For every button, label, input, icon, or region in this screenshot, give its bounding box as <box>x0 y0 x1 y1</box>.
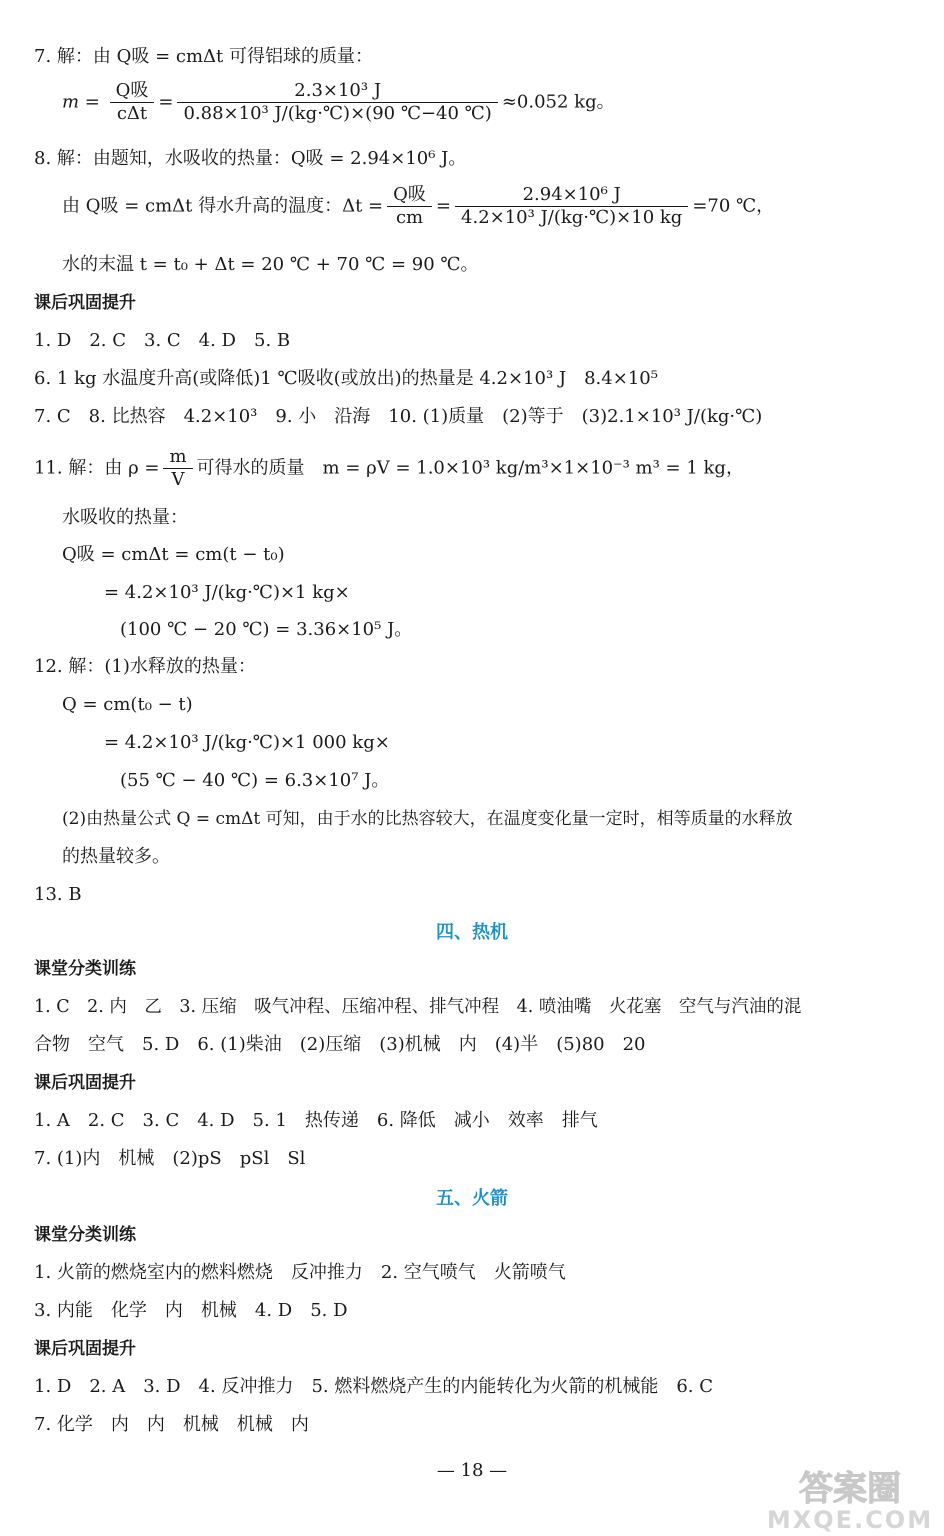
svg-text:答案圈: 答案圈 <box>799 1469 901 1509</box>
q7-formula: m = $\frac{\text{Q吸}}{\text{cΔt}}$ = $\frac{\text{2.3×10³ J}}{\text{0.88×10³ J/(kg·℃)×(90 ℃−40 ℃)}}$ ≈0.052 kg。 <box>62 80 615 124</box>
q12-line-4: (55 ℃ − 40 ℃) = 6.3×10⁷ J。 <box>120 770 390 791</box>
q11-line-2: 水吸收的热量： <box>62 507 188 528</box>
section-heading-1: 课后巩固提升 <box>34 293 136 313</box>
section-heading-2: 课堂分类训练 <box>34 959 136 979</box>
q11-line-5: (100 ℃ − 20 ℃) = 3.36×10⁵ J。 <box>120 619 413 640</box>
q12-line-5: (2)由热量公式 Q = cmΔt 可知，由于水的比热容较大，在温度变化量一定时，相等质量的水释放 <box>62 809 793 829</box>
answer-line-c1: 1. A 2. C 3. C 4. D 5. 1 热传递 6. 降低 减小 效率 排气 <box>34 1110 598 1131</box>
q8-heading: 8. 解：由题知，水吸收的热量：Q吸 = 2.94×10⁶ J。 <box>34 148 467 169</box>
watermark-logo <box>760 1466 940 1532</box>
q8-formula: 由 Q吸 = cmΔt 得水升高的温度：Δt = $\frac{\text{Q吸}}{cm}$ = $\frac{\text{2.94×10⁶ J}}{\text{4.2×10³ J/(kg·℃)×10 kg}}$ =70 ℃， <box>62 184 775 228</box>
q11-formula: 11. 解：由 ρ = $\frac{m}{V}$ 可得水的质量 m = ρV = 1.0×10³ kg/m³×1×10⁻³ m³ = 1 kg， <box>34 446 744 490</box>
answer-line-b1: 1. C 2. 内 乙 3. 压缩 吸气冲程、压缩冲程、排气冲程 4. 喷油嘴 火花塞 空气与汽油的混 <box>34 997 802 1017</box>
svg-text:MXQE.COM: MXQE.COM <box>766 1506 934 1532</box>
answer-line-d2: 3. 内能 化学 内 机械 4. D 5. D <box>34 1300 348 1321</box>
q12-line-3: = 4.2×10³ J/(kg·℃)×1 000 kg× <box>104 732 390 753</box>
watermark-icon <box>760 1466 940 1532</box>
chapter-title-4: 四、热机 <box>436 922 508 943</box>
q12-line-6: 的热量较多。 <box>62 846 170 867</box>
q11-line-3: Q吸 = cmΔt = cm(t − t₀) <box>62 544 285 565</box>
page-number: — 18 — <box>436 1460 508 1481</box>
q7-fraction-1: $\frac{\text{Q吸}}{\text{cΔt}}$ <box>110 80 155 125</box>
section-heading-4: 课堂分类训练 <box>34 1225 136 1245</box>
answer-line-c2: 7. (1)内 机械 (2)pS pSl Sl <box>34 1148 306 1169</box>
section-heading-3: 课后巩固提升 <box>34 1073 136 1093</box>
q12-heading: 12. 解：(1)水释放的热量： <box>34 656 256 677</box>
q12-line-2: Q = cm(t₀ − t) <box>62 694 193 715</box>
answer-line-e1: 1. D 2. A 3. D 4. 反冲推力 5. 燃料燃烧产生的内能转化为火箭的机械能 6. C <box>34 1376 714 1397</box>
q11-fraction: $\frac{m}{V}$ <box>163 446 192 491</box>
q7-heading: 7. 解：由 Q吸 = cmΔt 可得铝球的质量： <box>34 46 374 67</box>
answer-line-d1: 1. 火箭的燃烧室内的燃料燃烧 反冲推力 2. 空气喷气 火箭喷气 <box>34 1262 566 1283</box>
q8-fraction-2: $\frac{\text{2.94×10⁶ J}}{\text{4.2×10³ J/(kg·℃)×10 kg}}$ <box>455 184 688 229</box>
q8-final: 水的末温 t = t₀ + Δt = 20 ℃ + 70 ℃ = 90 ℃。 <box>62 254 479 275</box>
answer-line-e2: 7. 化学 内 内 机械 机械 内 <box>34 1414 309 1435</box>
answer-line-a7: 7. C 8. 比热容 4.2×10³ 9. 小 沿海 10. (1)质量 (2)等于 (3)2.1×10³ J/(kg·℃) <box>34 406 763 427</box>
answer-line-a6: 6. 1 kg 水温度升高(或降低)1 ℃吸收(或放出)的热量是 4.2×10³ J 8.4×10⁵ <box>34 368 658 389</box>
section-heading-5: 课后巩固提升 <box>34 1339 136 1359</box>
chapter-title-5: 五、火箭 <box>436 1188 508 1209</box>
q11-line-4: = 4.2×10³ J/(kg·℃)×1 kg× <box>104 582 350 603</box>
answer-line-a1: 1. D 2. C 3. C 4. D 5. B <box>34 330 291 351</box>
answer-line-b2: 合物 空气 5. D 6. (1)柴油 (2)压缩 (3)机械 内 (4)半 (5)80 20 <box>34 1034 646 1055</box>
q7-lhs: m = <box>62 91 100 113</box>
q8-fraction-1: $\frac{\text{Q吸}}{cm}$ <box>387 184 432 229</box>
q7-fraction-2: $\frac{\text{2.3×10³ J}}{\text{0.88×10³ J/(kg·℃)×(90 ℃−40 ℃)}}$ <box>177 80 497 125</box>
answer-line-q13: 13. B <box>34 884 82 905</box>
